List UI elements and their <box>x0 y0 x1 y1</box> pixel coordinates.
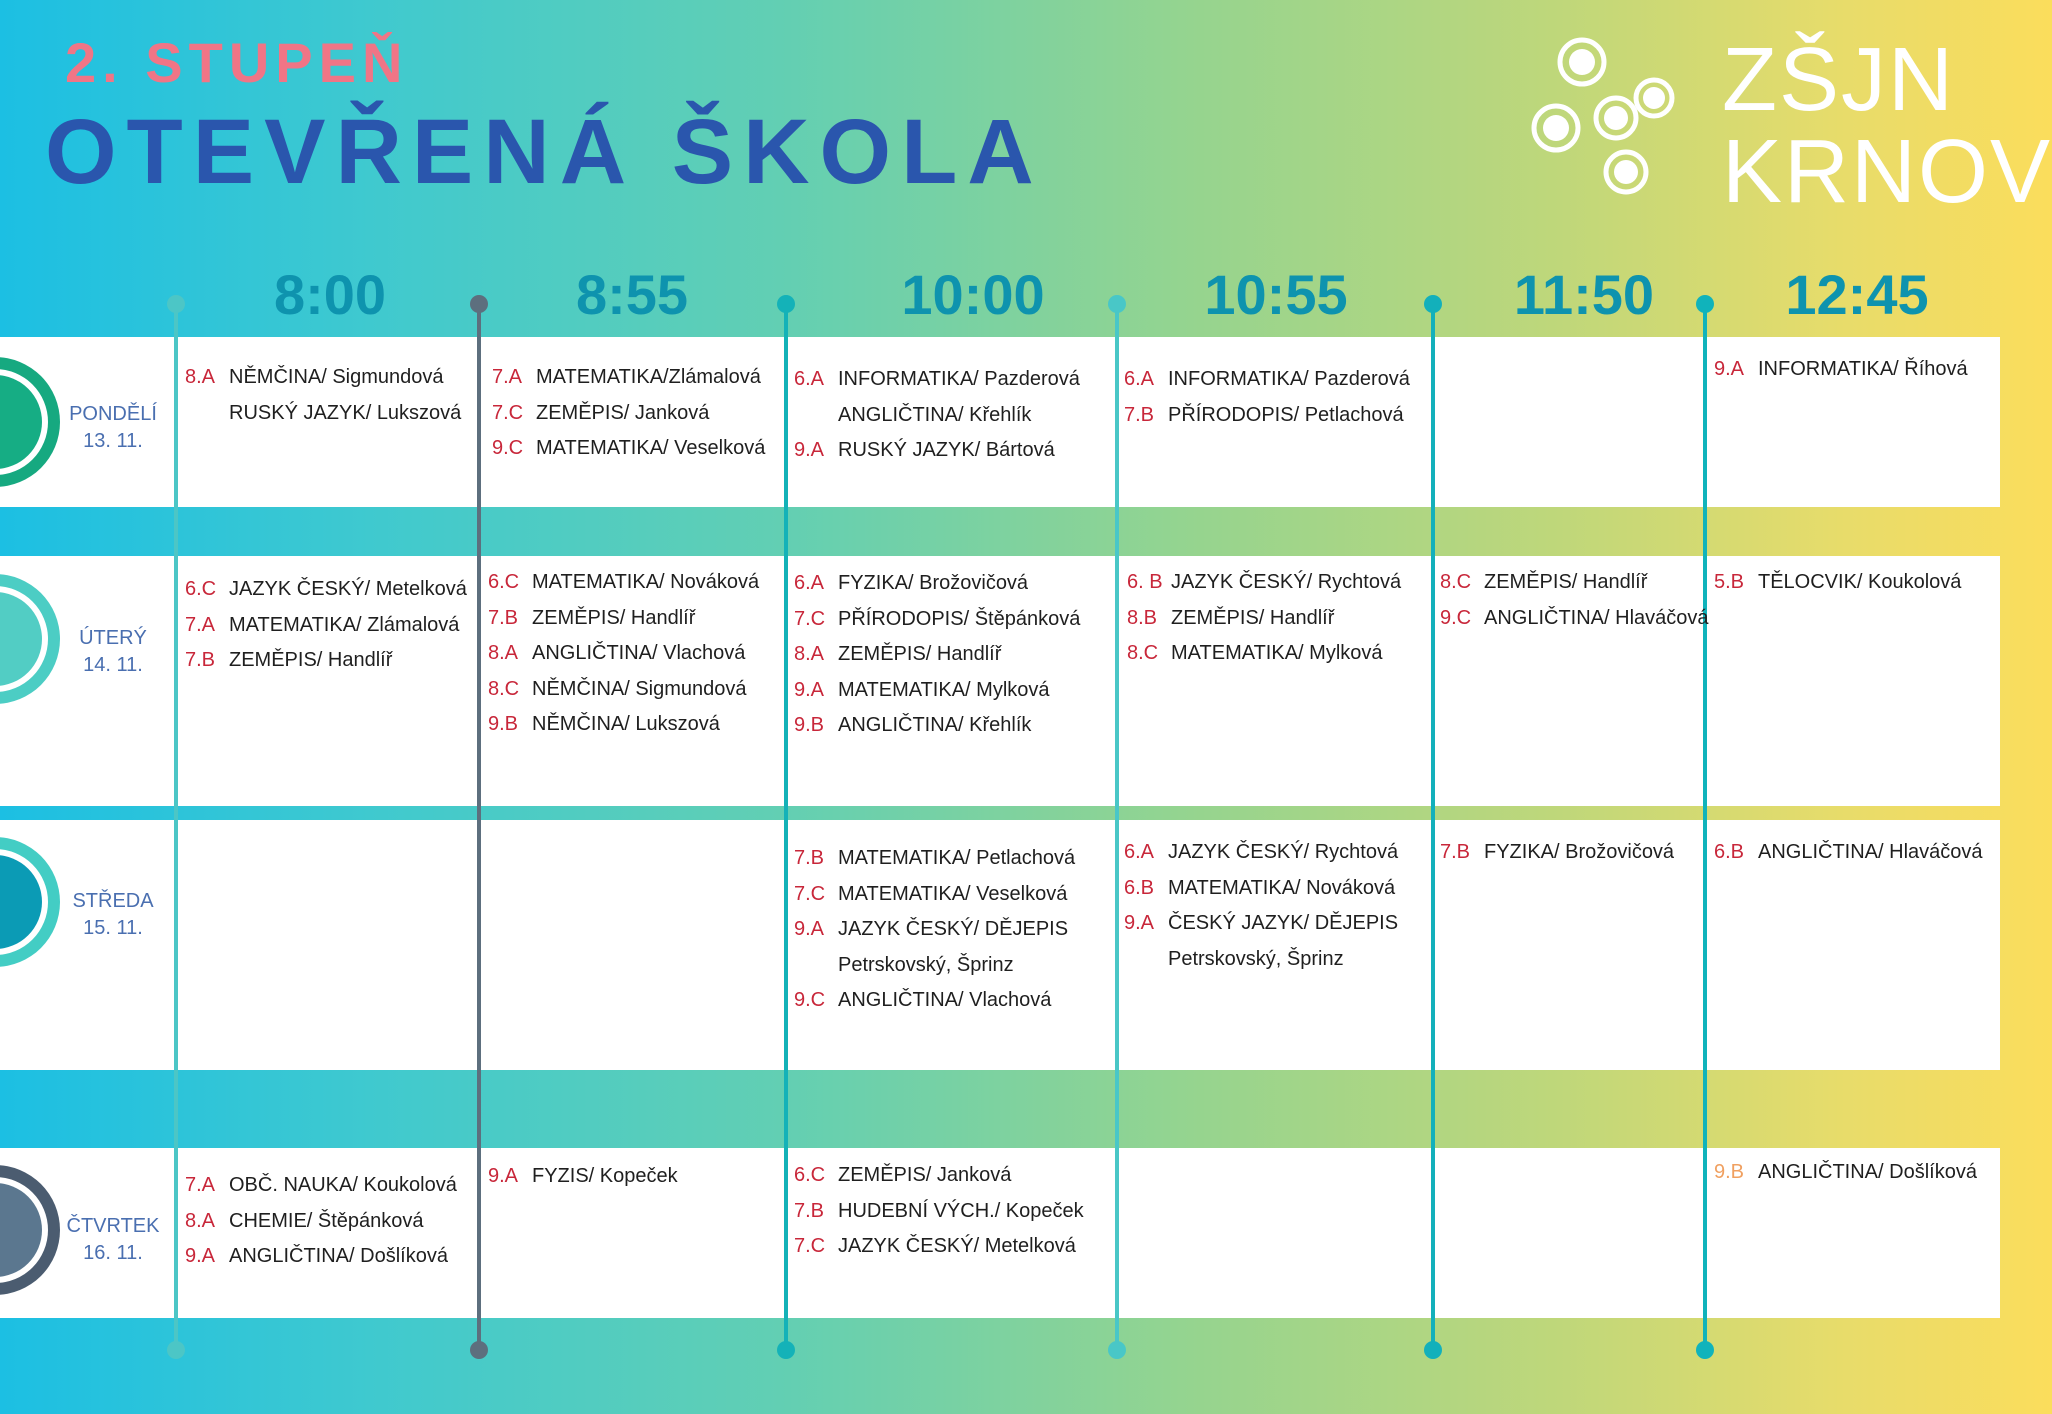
schedule-entry <box>492 360 765 396</box>
subject-teacher: ANGLIČTINA/ Hlaváčová <box>1484 606 1709 629</box>
schedule-entry <box>492 396 765 432</box>
schedule-entry <box>1124 942 1398 978</box>
day-date: 15. 11. <box>83 917 143 939</box>
schedule-entry <box>794 1158 1084 1194</box>
class-code: 9.A <box>794 439 825 462</box>
time-label-4: 10:55 <box>1204 263 1348 326</box>
subject-teacher: ZEMĚPIS/ Handlíř <box>1171 606 1335 629</box>
subject-teacher: MATEMATIKA/ Nováková <box>532 571 760 594</box>
class-code: 9.C <box>492 437 524 460</box>
subject-teacher: JAZYK ČESKÝ/ Metelková <box>838 1235 1076 1258</box>
class-code: 7.C <box>794 607 826 630</box>
class-code: 8.A <box>185 366 216 389</box>
schedule-entry <box>1127 565 1401 601</box>
schedule-entry <box>794 362 1080 398</box>
class-code: 6.C <box>185 578 217 601</box>
time-label-6: 12:45 <box>1785 263 1929 326</box>
schedule-entry <box>1127 636 1401 672</box>
class-code: 9.B <box>488 713 519 736</box>
subject-teacher: JAZYK ČESKÝ/ Metelková <box>229 578 467 601</box>
class-code: 8.C <box>1440 571 1472 594</box>
subject-teacher: PŘÍRODOPIS/ Petlachová <box>1168 403 1404 426</box>
schedule-entry <box>794 912 1075 948</box>
timeline-divider <box>477 304 481 1350</box>
class-code: 9.A <box>185 1245 216 1268</box>
day-date: 13. 11. <box>83 430 143 452</box>
page-title: OTEVŘENÁ ŠKOLA <box>45 101 1044 203</box>
cell-wed-10-00 <box>794 841 1075 1019</box>
class-code: 7.B <box>794 1199 825 1222</box>
class-code: 7.A <box>492 366 523 389</box>
timeline-divider <box>1115 304 1119 1350</box>
subject-teacher: ZEMĚPIS/ Janková <box>536 401 710 424</box>
cell-tue-10-00 <box>794 566 1080 744</box>
cell-wed-12-45 <box>1714 835 1983 871</box>
schedule-entry <box>1714 835 1983 871</box>
schedule-entry <box>488 707 759 743</box>
logo-line-1: ZŠJN <box>1722 30 1955 130</box>
cell-tue-10-55 <box>1127 565 1401 672</box>
class-code: 6. B <box>1127 571 1163 594</box>
cell-tue-12-45 <box>1714 565 1961 601</box>
class-code: 6.B <box>1124 876 1155 899</box>
subject-teacher: ANGLIČTINA/ Hlaváčová <box>1758 841 1983 864</box>
schedule-entry <box>794 948 1075 984</box>
subject-teacher: PŘÍRODOPIS/ Štěpánková <box>838 607 1081 630</box>
school-logo <box>1530 30 2052 222</box>
subject-teacher: ANGLIČTINA/ Došlíková <box>229 1245 448 1268</box>
schedule-entry <box>185 643 467 679</box>
schedule-entry <box>488 636 759 672</box>
day-name: ÚTERÝ <box>79 627 147 649</box>
schedule-entry <box>794 433 1080 469</box>
schedule-entry <box>1124 362 1410 398</box>
timeline-divider <box>1703 304 1707 1350</box>
subject-teacher: ZEMĚPIS/ Janková <box>838 1164 1012 1187</box>
class-code: 9.B <box>794 714 825 737</box>
schedule-entry <box>794 1229 1084 1265</box>
circles-logo-icon <box>1530 32 1710 207</box>
schedule-entry <box>492 431 765 467</box>
schedule-entry <box>488 1159 678 1195</box>
class-code: 9.C <box>1440 606 1472 629</box>
cell-tue-8-00 <box>185 572 467 679</box>
cell-mon-10-00 <box>794 362 1080 469</box>
class-code: 9.B <box>1714 1161 1745 1184</box>
subject-teacher: CHEMIE/ Štěpánková <box>229 1209 424 1232</box>
subject-teacher: ZEMĚPIS/ Handlíř <box>1484 571 1648 594</box>
subject-teacher: RUSKÝ JAZYK/ Lukszová <box>229 401 462 424</box>
subject-teacher: NĚMČINA/ Lukszová <box>532 713 720 736</box>
class-code: 8.A <box>185 1209 216 1232</box>
schedule-entry <box>794 983 1075 1019</box>
cell-mon-8-55 <box>492 360 765 467</box>
schedule-entry <box>185 1204 457 1240</box>
class-code: 7.B <box>488 606 519 629</box>
subject-teacher: INFORMATIKA/ Pazderová <box>1168 368 1410 391</box>
class-code: 6.A <box>1124 841 1155 864</box>
cell-wed-11-50 <box>1440 835 1674 871</box>
subject-teacher: INFORMATIKA/ Říhová <box>1758 358 1968 381</box>
class-code: 7.B <box>1124 403 1155 426</box>
class-code: 9.A <box>1124 912 1155 935</box>
schedule-entry <box>1440 601 1709 637</box>
schedule-entry <box>794 602 1080 638</box>
subject-teacher: FYZIS/ Kopeček <box>532 1165 678 1188</box>
cell-thu-8-55 <box>488 1159 678 1195</box>
subject-teacher: ČESKÝ JAZYK/ DĚJEPIS <box>1168 912 1399 935</box>
subject-teacher: HUDEBNÍ VÝCH./ Kopeček <box>838 1199 1084 1222</box>
subject-teacher: MATEMATIKA/ Veselková <box>536 437 766 460</box>
schedule-entry <box>794 637 1080 673</box>
class-code: 7.A <box>185 1174 216 1197</box>
timeline-divider <box>784 304 788 1350</box>
class-code: 7.B <box>794 847 825 870</box>
class-code: 7.A <box>185 613 216 636</box>
schedule-entry <box>1714 565 1961 601</box>
schedule-entry <box>1714 352 1968 388</box>
cell-thu-10-00 <box>794 1158 1084 1265</box>
subject-teacher: INFORMATIKA/ Pazderová <box>838 368 1080 391</box>
day-date: 16. 11. <box>83 1242 143 1264</box>
day-name: PONDĚLÍ <box>69 403 157 425</box>
subject-teacher: ANGLIČTINA/ Došlíková <box>1758 1161 1977 1184</box>
class-code: 9.A <box>794 918 825 941</box>
subject-teacher: ZEMĚPIS/ Handlíř <box>838 643 1002 666</box>
subject-teacher: MATEMATIKA/ Mylková <box>838 678 1050 701</box>
schedule-entry <box>794 398 1080 434</box>
class-code: 9.A <box>1714 358 1745 381</box>
schedule-entry <box>1714 1155 1977 1191</box>
schedule-entry <box>185 1239 457 1275</box>
logo-line-2: KRNOV <box>1722 122 2052 222</box>
class-code: 7.C <box>794 1235 826 1258</box>
class-code: 9.A <box>488 1165 519 1188</box>
cell-thu-12-45 <box>1714 1155 1977 1191</box>
subject-teacher: MATEMATIKA/ Mylková <box>1171 642 1383 665</box>
subject-teacher: ANGLIČTINA/ Vlachová <box>838 989 1052 1012</box>
class-code: 7.C <box>794 882 826 905</box>
time-label-3: 10:00 <box>901 263 1045 326</box>
schedule-entry <box>488 565 759 601</box>
class-code: 5.B <box>1714 571 1745 594</box>
subject-teacher: ANGLIČTINA/ Vlachová <box>532 642 746 665</box>
schedule-entry <box>185 572 467 608</box>
class-code: 8.A <box>794 643 825 666</box>
timeline-divider <box>174 304 178 1350</box>
subtitle: 2. STUPEŇ <box>65 31 409 94</box>
class-code: 7.C <box>492 401 524 424</box>
schedule-entry <box>1124 398 1410 434</box>
schedule-entry <box>794 877 1075 913</box>
class-code: 6.C <box>794 1164 826 1187</box>
day-label-wednesday <box>58 888 168 942</box>
day-name: STŘEDA <box>72 890 154 912</box>
class-code: 7.B <box>1440 841 1471 864</box>
schedule-entry <box>488 672 759 708</box>
class-code: 8.A <box>488 642 519 665</box>
class-code: 7.B <box>185 649 216 672</box>
subject-teacher: MATEMATIKA/ Nováková <box>1168 876 1396 899</box>
subject-teacher: MATEMATIKA/Zlámalová <box>536 366 761 389</box>
schedule-entry <box>185 608 467 644</box>
cell-tue-8-55 <box>488 565 759 743</box>
cell-thu-8-00 <box>185 1168 457 1275</box>
schedule-entry <box>1124 906 1398 942</box>
day-name: ČTVRTEK <box>66 1215 160 1237</box>
schedule-entry <box>488 601 759 637</box>
day-label-monday <box>58 401 168 455</box>
subject-teacher: FYZIKA/ Brožovičová <box>838 572 1029 595</box>
subject-teacher: RUSKÝ JAZYK/ Bártová <box>838 439 1055 462</box>
time-label-5: 11:50 <box>1513 263 1655 326</box>
subject-teacher: FYZIKA/ Brožovičová <box>1484 841 1675 864</box>
schedule-entry <box>185 360 461 396</box>
schedule-entry <box>1124 871 1398 907</box>
schedule-entry <box>794 566 1080 602</box>
subject-teacher: ANGLIČTINA/ Křehlík <box>838 714 1032 737</box>
subject-teacher: TĚLOCVIK/ Koukolová <box>1758 571 1962 594</box>
time-label-1: 8:00 <box>273 263 387 326</box>
subject-teacher: ZEMĚPIS/ Handlíř <box>229 649 393 672</box>
cell-tue-11-50 <box>1440 565 1709 636</box>
class-code: 6.A <box>1124 368 1155 391</box>
subject-teacher: ZEMĚPIS/ Handlíř <box>532 606 696 629</box>
schedule-entry <box>794 1194 1084 1230</box>
class-code: 6.B <box>1714 841 1745 864</box>
subject-teacher: OBČ. NAUKA/ Koukolová <box>229 1174 457 1197</box>
subject-teacher: MATEMATIKA/ Petlachová <box>838 847 1076 870</box>
schedule-entry <box>794 673 1080 709</box>
day-label-thursday <box>58 1213 168 1267</box>
day-label-tuesday <box>58 625 168 679</box>
subject-teacher: Petrskovský, Šprinz <box>838 953 1014 976</box>
logo-text <box>1722 30 2052 222</box>
class-code: 9.A <box>794 678 825 701</box>
subject-teacher: ANGLIČTINA/ Křehlík <box>838 403 1032 426</box>
class-code: 9.C <box>794 989 826 1012</box>
class-code: 8.B <box>1127 606 1158 629</box>
schedule-entry <box>794 708 1080 744</box>
day-date: 14. 11. <box>83 654 143 676</box>
subject-teacher: NĚMČINA/ Sigmundová <box>229 366 444 389</box>
subject-teacher: NĚMČINA/ Sigmundová <box>532 677 747 700</box>
schedule-entry <box>1124 835 1398 871</box>
cell-mon-10-55 <box>1124 362 1410 433</box>
schedule-entry <box>185 1168 457 1204</box>
subject-teacher: JAZYK ČESKÝ/ Rychtová <box>1171 571 1402 594</box>
class-code: 6.A <box>794 572 825 595</box>
cell-wed-10-55 <box>1124 835 1398 977</box>
cell-mon-12-45 <box>1714 352 1968 388</box>
time-label-2: 8:55 <box>575 263 689 326</box>
subject-teacher: MATEMATIKA/ Zlámalová <box>229 613 460 636</box>
subject-teacher: JAZYK ČESKÝ/ Rychtová <box>1168 841 1399 864</box>
schedule-entry <box>1440 565 1709 601</box>
class-code: 8.C <box>488 677 520 700</box>
cell-mon-8-00 <box>185 360 461 431</box>
subject-teacher: JAZYK ČESKÝ/ DĚJEPIS <box>838 918 1069 941</box>
schedule-entry <box>794 841 1075 877</box>
subject-teacher: Petrskovský, Šprinz <box>1168 947 1344 970</box>
timeline-divider <box>1431 304 1435 1350</box>
schedule-entry <box>185 396 461 432</box>
class-code: 6.C <box>488 571 520 594</box>
class-code: 6.A <box>794 368 825 391</box>
class-code: 8.C <box>1127 642 1159 665</box>
schedule-entry <box>1127 601 1401 637</box>
schedule-entry <box>1440 835 1674 871</box>
subject-teacher: MATEMATIKA/ Veselková <box>838 882 1068 905</box>
